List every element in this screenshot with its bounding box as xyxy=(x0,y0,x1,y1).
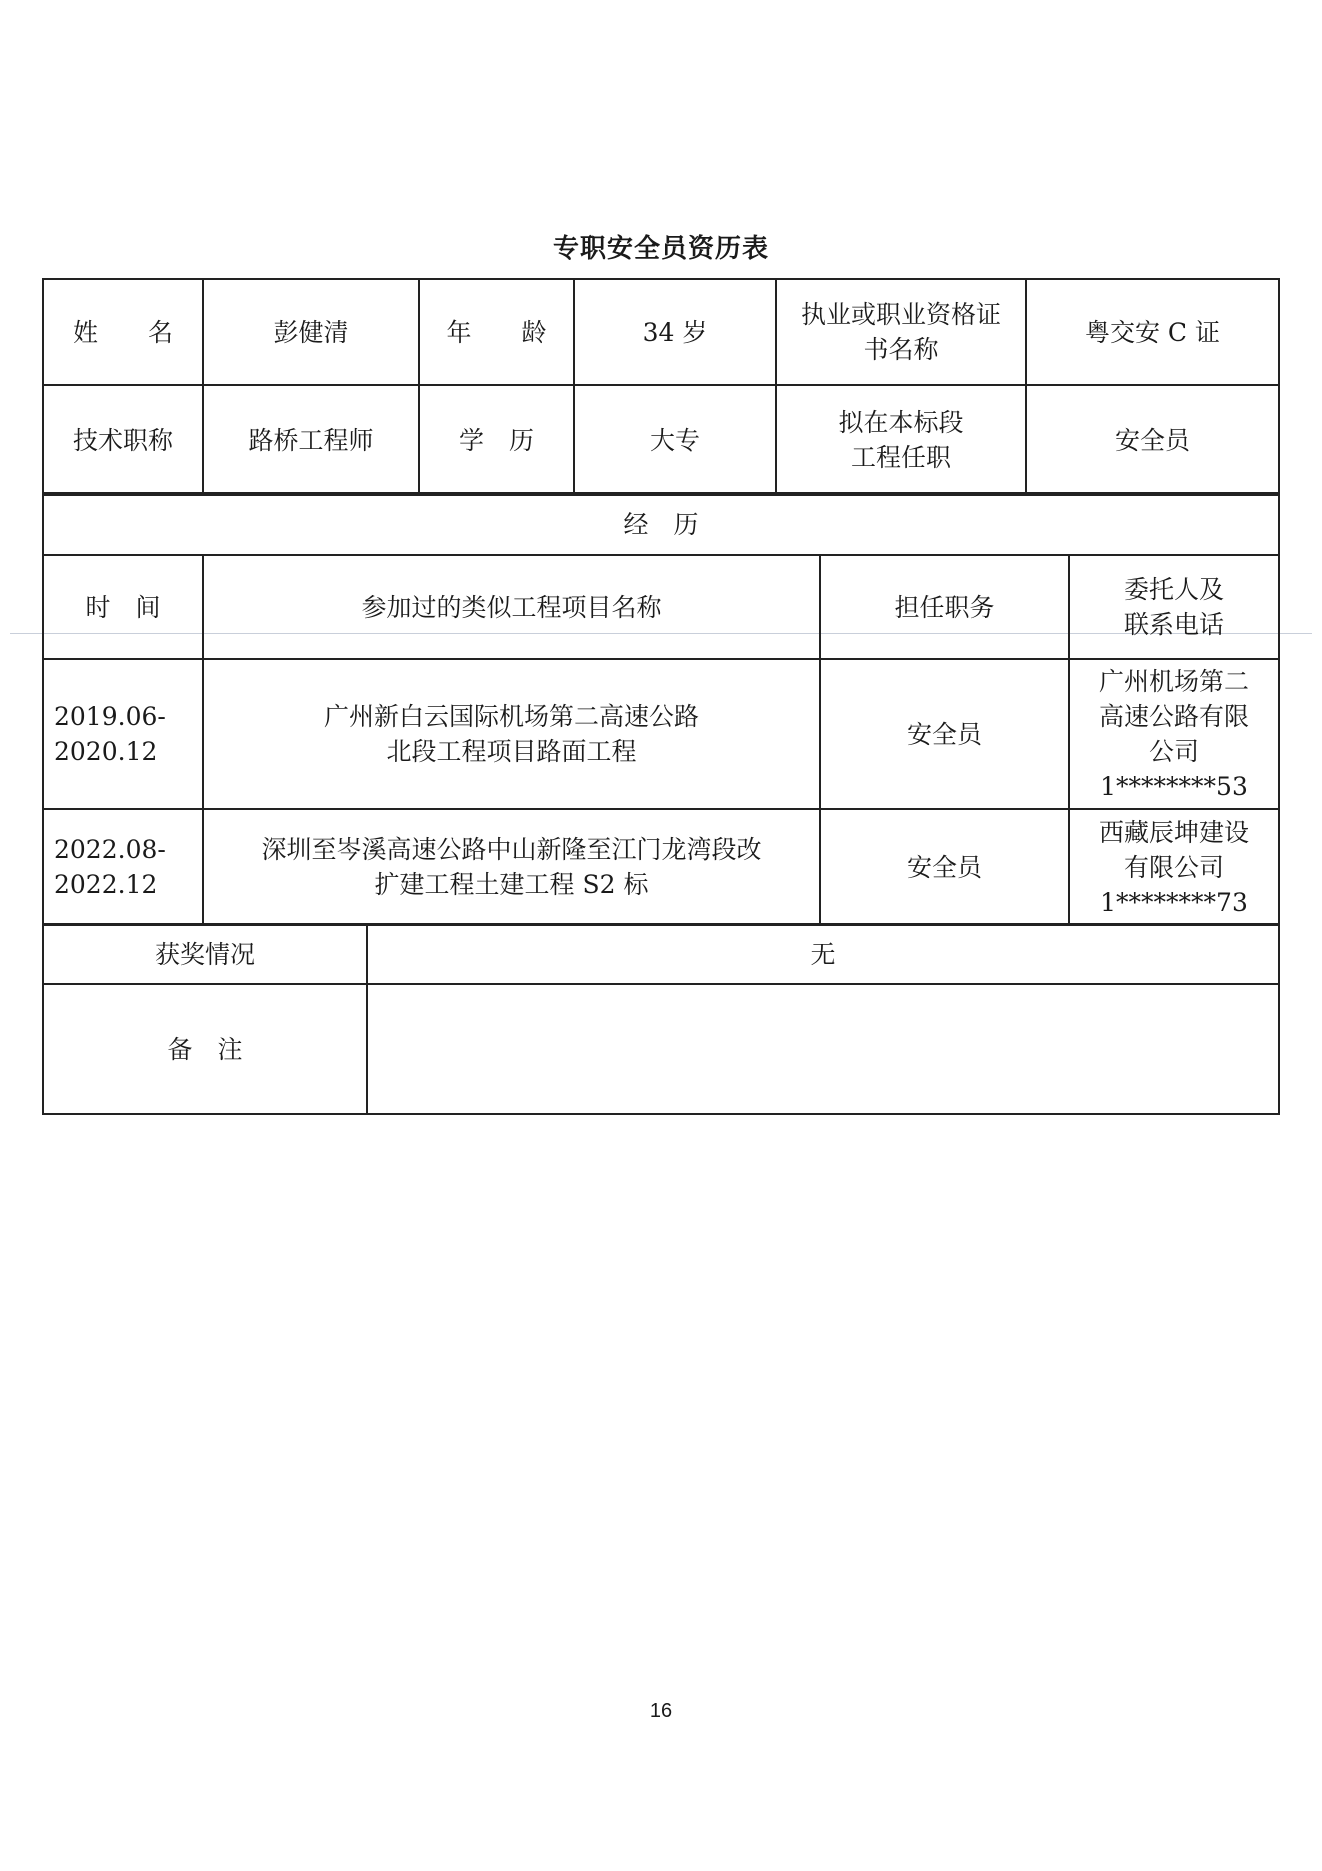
row-project-line-2: 扩建工程土建工程 S2 标 xyxy=(374,870,649,899)
header-contact-line-1: 委托人及 xyxy=(1124,575,1225,604)
basic-row-1 xyxy=(43,279,1279,385)
cert-label-line-1: 执业或职业资格证 xyxy=(800,300,1001,329)
row-time-start: 2022.08- xyxy=(54,835,166,864)
header-project: 参加过的类似工程项目名称 xyxy=(203,555,820,659)
header-contact-line-2: 联系电话 xyxy=(1124,610,1225,639)
row-contact-phone: 1********53 xyxy=(1100,772,1248,801)
awards-value: 无 xyxy=(367,924,1279,984)
header-contact xyxy=(1069,555,1279,659)
row-role: 安全员 xyxy=(820,659,1069,809)
table-row xyxy=(43,659,1279,809)
remarks-value xyxy=(367,984,1279,1114)
experience-heading-row xyxy=(43,493,1279,555)
row-project-line-2: 北段工程项目路面工程 xyxy=(386,737,637,766)
table-row xyxy=(43,809,1279,925)
header-role: 担任职务 xyxy=(820,555,1069,659)
awards-row xyxy=(43,924,1279,984)
cert-label xyxy=(776,279,1026,385)
name-value: 彭健清 xyxy=(203,279,419,385)
awards-label: 获奖情况 xyxy=(43,924,367,984)
cert-value: 粤交安 C 证 xyxy=(1026,279,1279,385)
row-project xyxy=(203,809,820,925)
header-time: 时 间 xyxy=(43,555,203,659)
row-project-line-1: 深圳至岑溪高速公路中山新隆至江门龙湾段改 xyxy=(261,835,762,864)
row-time-end: 2020.12 xyxy=(54,737,158,766)
position-label-line-1: 拟在本标段 xyxy=(838,408,964,437)
row-time-start: 2019.06- xyxy=(54,702,166,731)
row-contact xyxy=(1069,659,1279,809)
remarks-label: 备 注 xyxy=(43,984,367,1114)
experience-heading: 经 历 xyxy=(43,493,1279,555)
tech-title-label: 技术职称 xyxy=(43,385,203,495)
education-value: 大专 xyxy=(574,385,776,495)
row-project xyxy=(203,659,820,809)
remarks-row xyxy=(43,984,1279,1114)
cert-label-line-2: 书名称 xyxy=(863,335,939,364)
experience-header-row xyxy=(43,555,1279,659)
education-label: 学 历 xyxy=(419,385,574,495)
basic-row-2 xyxy=(43,385,1279,495)
row-contact-line-1: 西藏辰坤建设 xyxy=(1099,817,1250,847)
tech-title-value: 路桥工程师 xyxy=(203,385,419,495)
page-number: 16 xyxy=(649,1700,673,1722)
row-contact-line-1: 广州机场第二 xyxy=(1099,667,1250,696)
position-label xyxy=(776,385,1026,495)
age-label: 年 龄 xyxy=(419,279,574,385)
row-project-line-1: 广州新白云国际机场第二高速公路 xyxy=(323,702,699,731)
position-value: 安全员 xyxy=(1026,385,1279,495)
name-label: 姓 名 xyxy=(43,279,203,385)
row-contact-line-2: 高速公路有限 xyxy=(1099,702,1250,731)
row-contact-line-3: 公司 xyxy=(1149,737,1200,766)
row-time xyxy=(43,809,203,925)
row-time xyxy=(43,659,203,809)
page-title: 专职安全员资历表 xyxy=(552,234,769,264)
row-time-end: 2022.12 xyxy=(54,870,158,899)
basic-info-table xyxy=(42,278,1280,496)
position-label-line-2: 工程任职 xyxy=(850,443,951,472)
awards-remarks-table xyxy=(42,923,1280,1115)
experience-table xyxy=(42,492,1280,926)
row-contact-phone: 1********73 xyxy=(1100,887,1248,917)
row-contact xyxy=(1069,809,1279,925)
row-role: 安全员 xyxy=(820,809,1069,925)
row-contact-line-2: 有限公司 xyxy=(1124,852,1225,882)
age-value: 34 岁 xyxy=(574,279,776,385)
